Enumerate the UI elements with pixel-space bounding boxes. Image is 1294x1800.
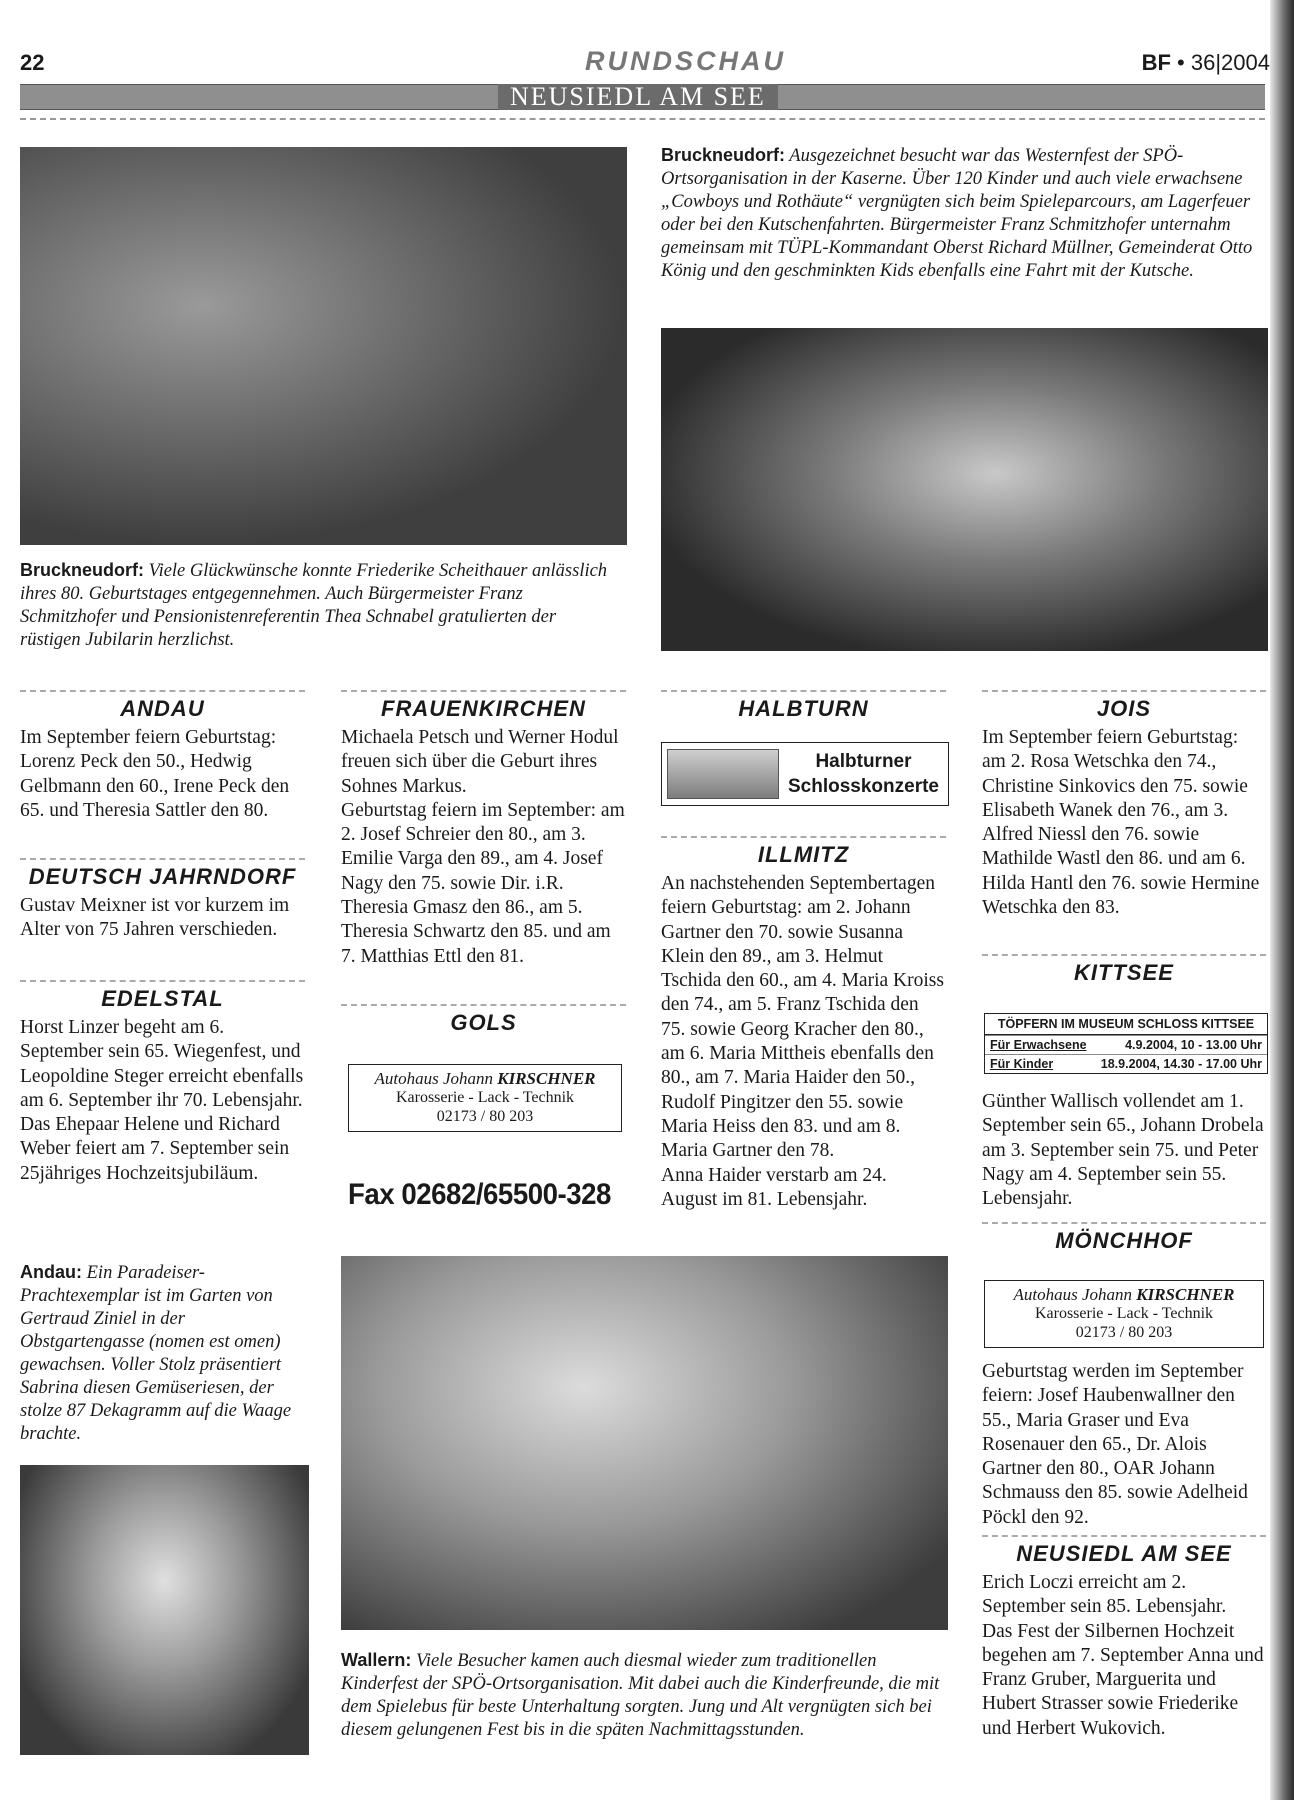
caption-place: Bruckneudorf:	[20, 560, 145, 580]
section-heading: DEUTSCH JAHRNDORF	[20, 858, 305, 890]
section-body-2: Das Fest der Silbernen Hochzeit begehen am 7. September Anna und Franz Gruber, Marguerita und Hubert Strasser sowie Friederike und Herbert Wukovich.	[982, 1620, 1264, 1739]
section-body: Erich Loczi erreicht am 2. September sein 85. Lebensjahr.	[982, 1572, 1227, 1618]
caption-place: Andau:	[20, 1262, 82, 1282]
ad-brand: KIRSCHNER	[1136, 1285, 1235, 1304]
photo-westernfest	[661, 328, 1268, 651]
section-body-2: Geburtstag feiern im September: am 2. Josef Schreier den 80., am 3. Emilie Varga den 89., am 4. Josef Nagy den 75. sowie Dir. i.R. Theresia Gmasz den 86., am 5. Theresia Schwartz den 85. und am 7. Matthias Ettl den 81.	[341, 799, 625, 967]
section-neusiedl	[982, 1535, 1266, 1741]
brand-label: BF	[1141, 50, 1171, 75]
section-heading: MÖNCHHOF	[982, 1222, 1266, 1254]
ad-prefix: Autohaus Johann	[1013, 1285, 1137, 1304]
section-kittsee-body	[982, 1090, 1266, 1211]
section-heading: GOLS	[341, 1004, 626, 1036]
castle-image	[667, 749, 779, 799]
ad-brand: KIRSCHNER	[497, 1069, 596, 1088]
ad-services: Karosserie - Lack - Technik	[1034, 1305, 1214, 1322]
section-body: Horst Linzer begeht am 6. September sein 65. Wiegenfest, und Leopoldine Steger erreicht ebenfalls am 6. September ihr 70. Lebensjahr.	[20, 1017, 304, 1111]
caption-text: Ausgezeichnet besucht war das Westernfest der SPÖ-Ortsorganisation in der Kaserne. Über 120 Kinder und auch viele erwachsene „Cowboys und Rothäute“ vergnügten sich beim Spieleparcours, am Lagerfeuer oder bei den Kutschenfahrten. Bürgermeister Franz Schmitzhofer unternahm gemeinsam mit TÜPL-Kommandant Oberst Richard Müllner, Gemeinderat Otto König und den geschminkten Kids ebenfalls eine Fahrt mit der Kutsche.	[661, 146, 1253, 281]
row-value: 4.9.2004, 10 - 13.00 Uhr	[1125, 1038, 1262, 1052]
ad-services: Karosserie - Lack - Technik	[395, 1089, 575, 1106]
row-label: Für Kinder	[990, 1057, 1054, 1071]
ad-prefix: Autohaus Johann	[374, 1069, 498, 1088]
section-heading: KITTSEE	[982, 954, 1266, 986]
section-frauenkirchen	[341, 690, 626, 969]
section-kittsee	[982, 954, 1266, 990]
section-jois	[982, 690, 1266, 920]
caption-place: Bruckneudorf:	[661, 145, 786, 165]
ad-text	[779, 749, 948, 799]
ad-phone: 02173 / 80 203	[1075, 1324, 1173, 1341]
page-spine-shadow	[1270, 0, 1294, 1800]
caption-westernfest	[661, 145, 1265, 283]
section-gols	[341, 1004, 626, 1040]
section-deutsch-jahrndorf	[20, 858, 305, 943]
photo-kinderfest	[341, 1256, 948, 1630]
page-number: 22	[20, 50, 45, 75]
section-body: Gustav Meixner ist vor kurzem im Alter von 75 Jahren verschieden.	[20, 895, 290, 941]
section-moenchhof	[982, 1222, 1266, 1258]
caption-text: Viele Glückwünsche konnte Friederike Scheithauer anlässlich ihres 80. Geburtstages entgegennehmen. Auch Bürgermeister Franz Schmitzhofer und Pensionistenreferentin Thea Schnabel gratulierten der rüstigen Jubilarin herzlichst.	[20, 561, 608, 650]
caption-text: Ein Paradeiser-Prachtexemplar ist im Garten von Gertraud Ziniel in der Obstgartengasse (nomen est omen) gewachsen. Voller Stolz präsentiert Sabrina diesen Gemüseriesen, der stolze 87 Dekagramm auf die Waage brachte.	[20, 1263, 292, 1444]
section-heading: HALBTURN	[661, 690, 946, 722]
section-body: Günther Wallisch vollendet am 1. September sein 65., Johann Drobela am 3. September sein 75. und Peter Nagy am 4. September sein 55. Lebensjahr.	[982, 1091, 1264, 1210]
section-heading: NEUSIEDL AM SEE	[982, 1535, 1266, 1567]
section-heading: JOIS	[982, 690, 1266, 722]
row-label: Für Erwachsene	[990, 1038, 1087, 1052]
section-halbturn	[661, 690, 946, 726]
ad-row-kids	[985, 1054, 1267, 1073]
ad-kittsee-pottery	[984, 1013, 1268, 1074]
section-body-2: Das Ehepaar Helene und Richard Weber feiert am 7. September sein 25jähriges Hochzeitsjubiläum.	[20, 1114, 290, 1184]
section-body: An nachstehenden Septembertagen feiern Geburtstag: am 2. Johann Gartner den 70. sowie Susanna Klein den 89., am 3. Helmut Tschida den 60., am 4. Maria Kroiss den 74., am 5. Franz Tschida den 75. sowie Georg Kracher den 80., am 6. Maria Mittheis ebenfalls den 80., am 7. Maria Haider den 50., Rudolf Pingitzer den 55. sowie Maria Heiss den 83. und am 8. Maria Gartner den 78.	[661, 873, 944, 1162]
ad-title	[985, 1285, 1263, 1304]
photo-tomato-girl	[20, 1465, 309, 1755]
ad-autohaus-gols	[348, 1064, 622, 1132]
ad-line-2: Schlosskonzerte	[788, 776, 939, 797]
ad-phone: 02173 / 80 203	[436, 1108, 534, 1125]
issue-number: • 36|2004	[1177, 50, 1270, 75]
section-body: Im September feiern Geburtstag: Lorenz Peck den 50., Hedwig Gelbmann den 60., Irene Peck den 65. und Theresia Sattler den 80.	[20, 727, 290, 821]
section-moenchhof-body	[982, 1360, 1266, 1530]
caption-place: Wallern:	[341, 1650, 412, 1670]
section-andau	[20, 690, 305, 823]
ad-title	[349, 1069, 621, 1088]
section-heading: EDELSTAL	[20, 980, 305, 1012]
section-heading: ANDAU	[20, 690, 305, 722]
caption-text: Viele Besucher kamen auch diesmal wieder zum traditionellen Kinderfest der SPÖ-Ortsorganisation. Mit dabei auch die Kinderfreunde, die mit dem Spielebus für beste Unterhaltung sorgten. Jung und Alt vergnügten sich bei diesem gelungenen Fest bis in die späten Nachmittagsstunden.	[341, 1651, 940, 1740]
publication-name: RUNDSCHAU	[585, 46, 786, 76]
section-body-2: Anna Haider verstarb am 24. August im 81. Lebensjahr.	[661, 1164, 887, 1210]
issue-info	[1142, 50, 1270, 76]
header-divider	[20, 118, 1265, 120]
section-body: Michaela Petsch und Werner Hodul freuen sich über die Geburt ihres Sohnes Markus.	[341, 727, 619, 797]
caption-wallern	[341, 1650, 946, 1742]
row-value: 18.9.2004, 14.30 - 17.00 Uhr	[1100, 1057, 1262, 1071]
photo-birthday-group	[20, 147, 627, 545]
caption-birthday	[20, 560, 620, 652]
fax-number: Fax 02682/65500-328	[348, 1178, 611, 1211]
ad-line-1: Halbturner	[815, 751, 912, 772]
ad-row-adults	[985, 1035, 1267, 1054]
ad-halbturn-concerts	[661, 742, 949, 806]
section-heading: ILLMITZ	[661, 836, 946, 868]
section-edelstal	[20, 980, 305, 1186]
ad-autohaus-moenchhof	[984, 1280, 1264, 1348]
section-heading: FRAUENKIRCHEN	[341, 690, 626, 722]
section-body: Geburtstag werden im September feiern: Josef Haubenwallner den 55., Maria Graser und Eva Rosenauer den 65., Dr. Alois Gartner den 80., OAR Johann Schmauss den 85. sowie Adelheid Pöckl den 92.	[982, 1361, 1248, 1528]
section-illmitz	[661, 836, 946, 1212]
region-title: NEUSIEDL AM SEE	[498, 84, 778, 110]
section-body: Im September feiern Geburtstag: am 2. Rosa Wetschka den 74., Christine Sinkovics den 75. sowie Elisabeth Wanek den 76., am 3. Alfred Niessl den 76. sowie Mathilde Wastl den 86. und am 6. Hilda Hantl den 76. sowie Hermine Wetschka den 83.	[982, 727, 1260, 919]
ad-title: TÖPFERN IM MUSEUM SCHLOSS KITTSEE	[985, 1014, 1267, 1035]
caption-andau	[20, 1262, 312, 1446]
